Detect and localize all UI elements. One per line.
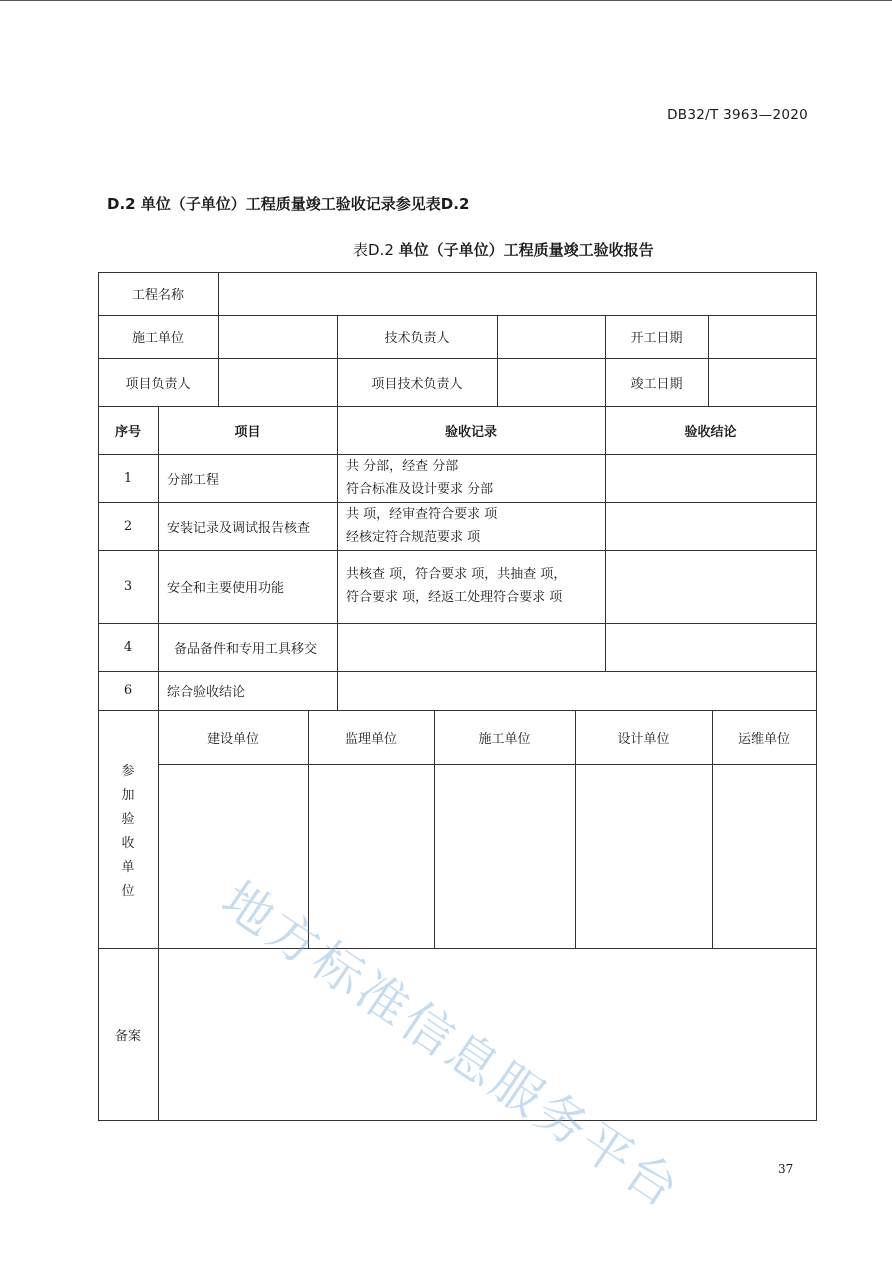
row-4-seq: 4 (123, 639, 133, 655)
section-title: D.2 单位（子单位）工程质量竣工验收记录参见表D.2 (107, 195, 470, 213)
row-2-record-line-1: 共 项，经审查符合要求 项 (346, 507, 498, 522)
participants-label (98, 760, 158, 904)
column-header-conclusion: 验收结论 (684, 424, 737, 440)
project-lead-label: 项目负责人 (125, 376, 191, 392)
column-header-seq: 序号 (114, 424, 141, 440)
unit-header-contractor: 施工单位 (478, 731, 531, 747)
row-6-seq: 6 (123, 683, 133, 698)
row-3-seq: 3 (123, 579, 133, 594)
row-2-item: 安装记录及调试报告核查 (167, 520, 311, 536)
tech-lead-label: 技术负责人 (384, 331, 450, 346)
project-name-label: 工程名称 (131, 288, 184, 303)
unit-header-owner: 建设单位 (206, 731, 259, 747)
row-4-item: 备品备件和专用工具移交 (174, 641, 318, 657)
row-4-record-field[interactable] (337, 623, 605, 671)
table-caption-title: 单位（子单位）工程质量竣工验收报告 (398, 241, 654, 259)
row-2-record (337, 502, 605, 550)
participants-label-char: 收 (121, 836, 135, 851)
participants-label-char: 验 (121, 812, 135, 827)
row-3-record (337, 550, 605, 623)
signature-owner-field[interactable] (158, 764, 308, 948)
project-tech-lead-field[interactable] (497, 358, 605, 406)
completion-date-label: 竣工日期 (630, 376, 683, 392)
row-3-conclusion-field[interactable] (605, 550, 816, 623)
project-tech-lead-label: 项目技术负责人 (371, 376, 463, 392)
row-3-record-line-2: 符合要求 项，经返工处理符合要求 项 (346, 590, 563, 605)
signature-operator-field[interactable] (712, 764, 816, 948)
column-header-item: 项目 (234, 424, 261, 440)
row-3-record-line-1: 共核查 项，符合要求 项，共抽查 项， (346, 567, 567, 582)
participants-label-char: 位 (121, 884, 135, 899)
row-1-record (337, 454, 605, 502)
participants-label-char: 加 (121, 788, 135, 803)
signature-designer-field[interactable] (575, 764, 712, 948)
row-2-conclusion-field[interactable] (605, 502, 816, 550)
remarks-field[interactable] (158, 948, 816, 1120)
row-2-record-line-2: 经核定符合规范要求 项 (346, 530, 481, 545)
participants-label-char: 单 (121, 860, 135, 875)
unit-header-designer: 设计单位 (617, 731, 670, 747)
start-date-field[interactable] (708, 315, 816, 358)
construction-unit-label: 施工单位 (131, 331, 184, 346)
row-1-conclusion-field[interactable] (605, 454, 816, 502)
final-conclusion-field[interactable] (337, 671, 816, 710)
remarks-label: 备案 (114, 1028, 141, 1044)
row-1-item: 分部工程 (167, 472, 220, 488)
tech-lead-field[interactable] (497, 315, 605, 358)
start-date-label: 开工日期 (630, 331, 683, 346)
completion-date-field[interactable] (708, 358, 816, 406)
row-1-record-line-1: 共 分部，经查 分部 (346, 459, 459, 474)
page-number: 37 (778, 1162, 794, 1176)
row-2-seq: 2 (123, 518, 133, 534)
unit-header-supervisor: 监理单位 (344, 731, 397, 747)
signature-contractor-field[interactable] (434, 764, 575, 948)
row-1-record-line-2: 符合标准及设计要求 分部 (346, 482, 494, 497)
signature-supervisor-field[interactable] (308, 764, 434, 948)
construction-unit-field[interactable] (218, 315, 337, 358)
row-4-conclusion-field[interactable] (605, 623, 816, 671)
project-name-field[interactable] (218, 272, 816, 315)
unit-header-operator: 运维单位 (737, 731, 790, 747)
participants-label-char: 参 (121, 764, 135, 779)
row-1-seq: 1 (123, 470, 133, 486)
column-header-record: 验收记录 (444, 424, 497, 440)
watermark: 地方标准信息服务平台 (211, 870, 692, 1221)
table-caption-prefix: 表D.2 (353, 241, 399, 259)
project-lead-field[interactable] (218, 358, 337, 406)
row-3-item: 安全和主要使用功能 (167, 581, 285, 596)
row-6-item: 综合验收结论 (167, 685, 246, 700)
standard-code: DB32/T 3963—2020 (667, 107, 808, 123)
